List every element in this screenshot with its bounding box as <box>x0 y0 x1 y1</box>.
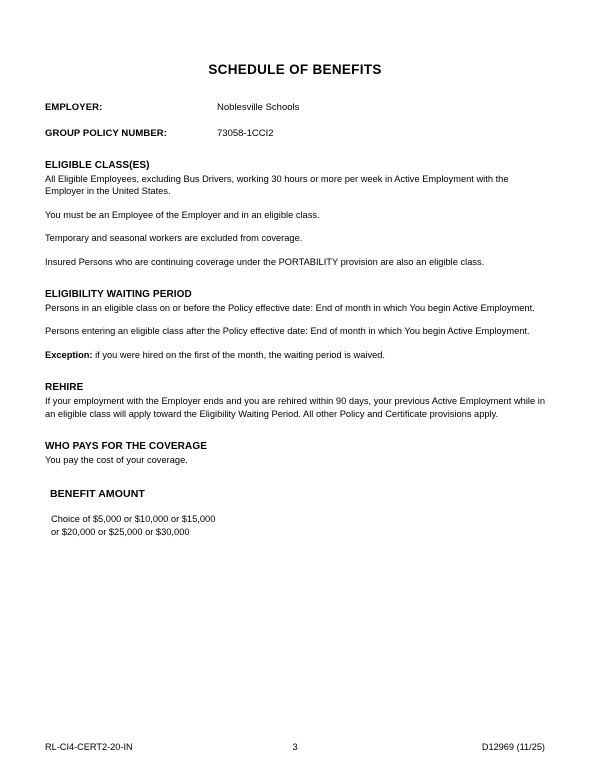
section-heading-rehire: REHIRE <box>45 382 84 394</box>
section-heading-eligibility-waiting-period: ELIGIBILITY WAITING PERIOD <box>45 289 192 301</box>
footer-page-number: 3 <box>292 742 298 752</box>
group-policy-number-label: GROUP POLICY NUMBER: <box>45 128 167 139</box>
page-title: SCHEDULE OF BENEFITS <box>208 62 382 77</box>
waiting-period-exception <box>45 349 545 361</box>
field-row-employer <box>45 100 545 116</box>
eligible-class-paragraph-2: You must be an Employee of the Employer and in an eligible class. <box>45 209 320 220</box>
employer-label: EMPLOYER: <box>45 102 103 113</box>
exception-text: if you were hired on the first of the month, the waiting period is waived. <box>92 349 386 360</box>
group-policy-number-value: 73058-1CCI2 <box>217 128 274 139</box>
employer-value: Noblesville Schools <box>217 102 300 113</box>
field-row-group-policy-number <box>45 126 545 142</box>
eligible-class-paragraph-3: Temporary and seasonal workers are excluded from coverage. <box>45 233 303 244</box>
footer-document-code: D12969 (11/25) <box>481 742 545 752</box>
waiting-period-paragraph-2: Persons entering an eligible class after the Policy effective date: End of month in which You begin Active Employment. <box>45 326 530 337</box>
page-footer <box>45 740 545 754</box>
benefit-amount-line-1: Choice of $5,000 or $10,000 or $15,000 <box>51 514 216 525</box>
section-heading-eligible-class: ELIGIBLE CLASS(ES) <box>45 160 150 171</box>
section-heading-who-pays-for-the-coverage: WHO PAYS FOR THE COVERAGE <box>45 441 207 453</box>
eligible-class-paragraph-4: Insured Persons who are continuing coverage under the PORTABILITY provision are also an eligible class. <box>45 256 485 267</box>
exception-label: Exception: <box>45 349 93 360</box>
footer-form-number: RL-CI4-CERT2-20-IN <box>45 742 133 752</box>
who-pays-paragraph: You pay the cost of your coverage. <box>45 455 188 466</box>
benefit-amount-line-2: or $20,000 or $25,000 or $30,000 <box>51 527 190 538</box>
document-body <box>45 0 545 539</box>
rehire-paragraph: If your employment with the Employer ends and you are rehired within 90 days, your previous Active Employment while in an eligible class will apply toward the Eligibility Waiting Period. All other Policy and Certificate provisions apply. <box>45 396 545 419</box>
section-heading-benefit-amount: BENEFIT AMOUNT <box>50 488 145 501</box>
eligible-class-paragraph-1: All Eligible Employees, excluding Bus Drivers, working 30 hours or more per week in Active Employment with the Employer in the United States. <box>45 174 509 197</box>
benefit-amount-choices <box>45 513 545 538</box>
waiting-period-paragraph-1: Persons in an eligible class on or before the Policy effective date: End of month in which You begin Active Employment. <box>45 303 535 314</box>
